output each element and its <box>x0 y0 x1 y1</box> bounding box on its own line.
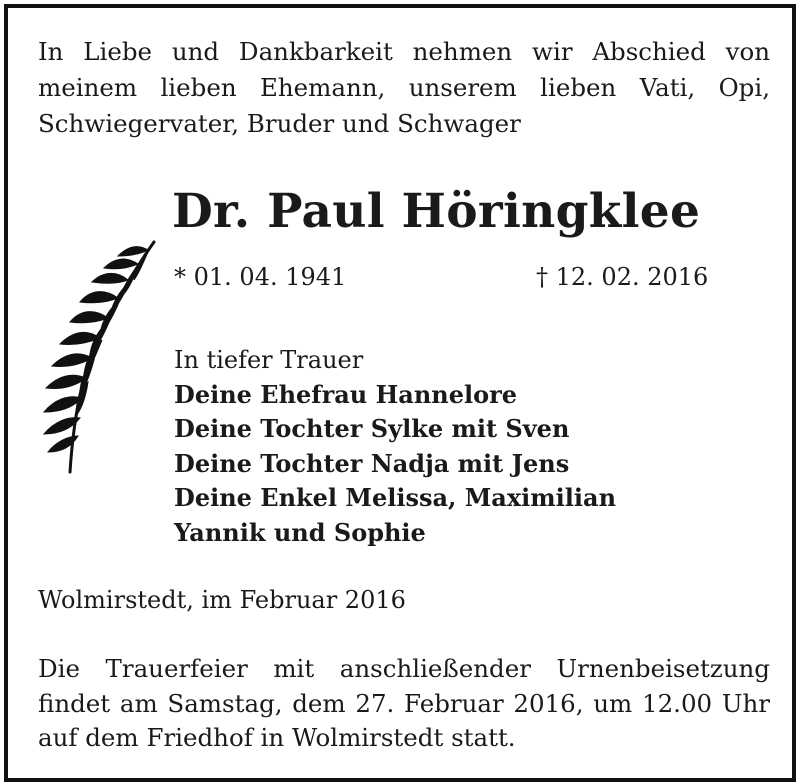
intro-line-2: meinem lieben Ehemann, unserem lieben Vati, Opi, <box>38 73 770 102</box>
service-line-3: auf dem Friedhof in Wolmirstedt statt. <box>38 723 516 752</box>
deceased-name: Dr. Paul Höringklee <box>172 184 701 239</box>
death-date: † 12. 02. 2016 <box>536 263 709 291</box>
mourner-line: Deine Tochter Nadja mit Jens <box>174 448 570 478</box>
mourners-block <box>174 343 734 550</box>
intro-line-3: Schwiegervater, Bruder und Schwager <box>38 109 521 138</box>
service-info <box>38 652 770 756</box>
birth-date: * 01. 04. 1941 <box>174 263 347 291</box>
palm-branch-icon <box>30 236 162 476</box>
mourner-line: Yannik und Sophie <box>174 517 426 547</box>
mourning-intro: In tiefer Trauer <box>174 346 364 374</box>
service-line-2: findet am Samstag, dem 27. Februar 2016, um 12.00 Uhr <box>38 688 770 718</box>
intro-text <box>38 34 770 142</box>
mourner-line: Deine Tochter Sylke mit Sven <box>174 414 570 443</box>
obituary-notice <box>4 4 796 782</box>
mourner-line: Deine Enkel Melissa, Maximilian <box>174 483 617 512</box>
intro-line-1: In Liebe und Dankbarkeit nehmen wir Abschied von <box>38 37 770 66</box>
place-date: Wolmirstedt, im Februar 2016 <box>38 586 406 614</box>
service-line-1: Die Trauerfeier mit anschließender Urnenbeisetzung <box>38 654 770 683</box>
mourner-line: Deine Ehefrau Hannelore <box>174 379 518 409</box>
